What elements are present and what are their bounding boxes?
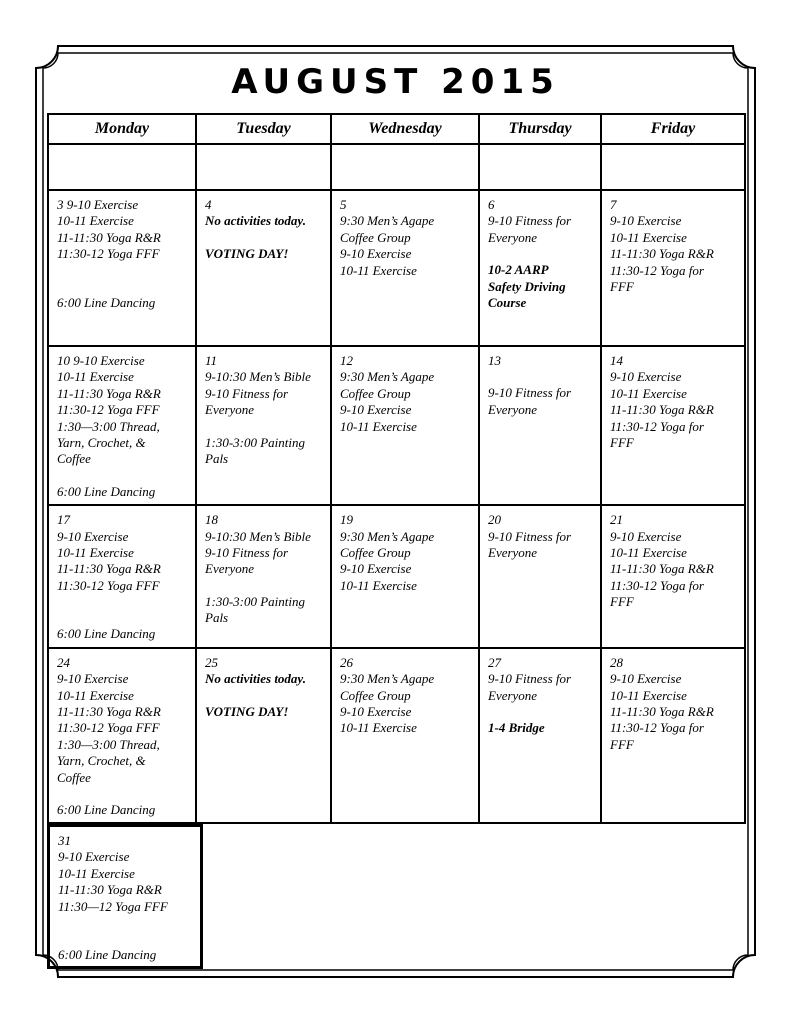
no-activities-note: No activities today.	[205, 213, 306, 229]
day-events: 20 9-10 Fitness for Everyone	[488, 512, 572, 561]
header-friday: Friday	[601, 114, 745, 144]
week-row	[48, 505, 745, 647]
day-events: 27 9-10 Fitness for Everyone	[488, 654, 572, 703]
day-number: 25	[205, 654, 218, 670]
day-events: 28 9-10 Exercise 10-11 Exercise 11-11:30 Yoga R&R 11:30-12 Yoga for FFF	[610, 654, 714, 752]
day-events: 31 9-10 Exercise 10-11 Exercise 11-11:30 Yoga R&R 11:30—12 Yoga FFF	[58, 833, 168, 914]
day-cell-4	[196, 190, 331, 346]
empty-week-row	[48, 144, 745, 190]
voting-day-note: VOTING DAY!	[205, 703, 289, 719]
day-cell-27	[479, 648, 601, 824]
day-events: 26 9:30 Men’s Agape Coffee Group 9-10 Exercise 10-11 Exercise	[340, 654, 435, 736]
day-cell-13	[479, 346, 601, 505]
evening-event: 6:00 Line Dancing	[57, 801, 156, 817]
day-cell-18	[196, 505, 331, 647]
day-cell-5	[331, 190, 479, 346]
calendar-grid	[47, 113, 746, 824]
afternoon-event: 1:30-3:00 Painting Pals	[205, 434, 306, 467]
weekday-header-row	[48, 114, 745, 144]
day-cell-26	[331, 648, 479, 824]
day-cell-20	[479, 505, 601, 647]
header-tuesday: Tuesday	[196, 114, 331, 144]
day-cell-12	[331, 346, 479, 505]
day-events: 24 9-10 Exercise 10-11 Exercise 11-11:30 Yoga R&R 11:30-12 Yoga FFF 1:30—3:00 Thread, Yarn, Crochet, & Coffee	[57, 654, 161, 785]
day-events: 6 9-10 Fitness for Everyone	[488, 197, 572, 245]
day-events: 21 9-10 Exercise 10-11 Exercise 11-11:30 Yoga R&R 11:30-12 Yoga for FFF	[610, 512, 714, 610]
empty-day-cell	[479, 144, 601, 190]
evening-event: 6:00 Line Dancing	[57, 626, 156, 642]
day-events: 14 9-10 Exercise 10-11 Exercise 11-11:30 Yoga R&R 11:30-12 Yoga for FFF	[610, 353, 714, 451]
week-row	[48, 190, 745, 346]
day-events: 3 9-10 Exercise 10-11 Exercise 11-11:30 Yoga R&R 11:30-12 Yoga FFF	[57, 197, 161, 262]
week-row	[48, 648, 745, 824]
week-row	[48, 346, 745, 505]
day-events: 17 9-10 Exercise 10-11 Exercise 11-11:30 Yoga R&R 11:30-12 Yoga FFF	[57, 512, 161, 593]
day-number: 13	[488, 353, 501, 368]
empty-day-cell	[196, 144, 331, 190]
no-activities-note: No activities today.	[205, 671, 306, 687]
empty-day-cell	[331, 144, 479, 190]
day-cell-21	[601, 505, 745, 647]
day-cell-14	[601, 346, 745, 505]
evening-event: 6:00 Line Dancing	[57, 483, 156, 499]
day-events: 19 9:30 Men’s Agape Coffee Group 9-10 Exercise 10-11 Exercise	[340, 512, 435, 593]
day-cell-19	[331, 505, 479, 647]
day-cell-7	[601, 190, 745, 346]
day-events: 18 9-10:30 Men’s Bible 9-10 Fitness for Everyone	[205, 512, 311, 577]
header-monday: Monday	[48, 114, 196, 144]
header-thursday: Thursday	[479, 114, 601, 144]
special-event: 1-4 Bridge	[488, 719, 545, 735]
afternoon-event: 1:30-3:00 Painting Pals	[205, 593, 306, 626]
day-cell-11	[196, 346, 331, 505]
day-events: 10 9-10 Exercise 10-11 Exercise 11-11:30 Yoga R&R 11:30-12 Yoga FFF 1:30—3:00 Thread, Yarn, Crochet, & Coffee	[57, 353, 161, 467]
header-wednesday: Wednesday	[331, 114, 479, 144]
evening-event: 6:00 Line Dancing	[58, 947, 157, 963]
empty-day-cell	[48, 144, 196, 190]
day-events: 9-10 Fitness for Everyone	[488, 385, 572, 417]
day-cell-10	[48, 346, 196, 505]
day-events: 5 9:30 Men’s Agape Coffee Group 9-10 Exercise 10-11 Exercise	[340, 197, 435, 278]
special-event: 10-2 AARP Safety Driving Course	[488, 262, 566, 311]
day-cell-17	[48, 505, 196, 647]
voting-day-note: VOTING DAY!	[205, 245, 289, 261]
day-number: 4	[205, 197, 212, 212]
day-cell-31	[47, 824, 203, 969]
day-events: 7 9-10 Exercise 10-11 Exercise 11-11:30 Yoga R&R 11:30-12 Yoga for FFF	[610, 197, 714, 295]
day-cell-3	[48, 190, 196, 346]
calendar-title: AUGUST 2015	[231, 62, 560, 102]
day-cell-28	[601, 648, 745, 824]
day-events: 11 9-10:30 Men’s Bible 9-10 Fitness for Everyone	[205, 353, 311, 418]
evening-event: 6:00 Line Dancing	[57, 294, 156, 310]
empty-day-cell	[601, 144, 745, 190]
day-cell-24	[48, 648, 196, 824]
day-cell-6	[479, 190, 601, 346]
day-events: 12 9:30 Men’s Agape Coffee Group 9-10 Exercise 10-11 Exercise	[340, 353, 435, 434]
day-cell-25	[196, 648, 331, 824]
